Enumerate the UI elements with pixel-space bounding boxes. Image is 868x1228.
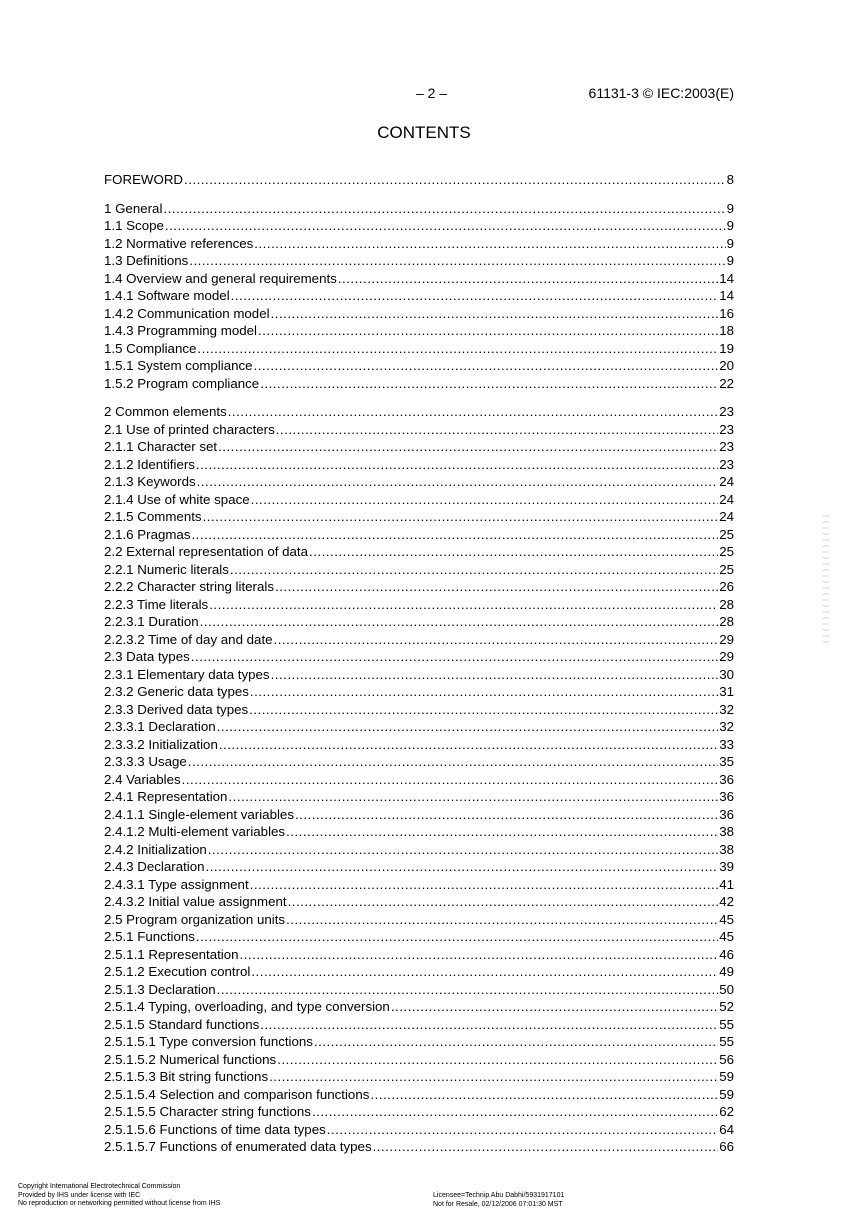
toc-entry-label: 2.4.1.2 Multi-element variables [104,824,286,839]
toc-entry[interactable] [104,340,734,358]
toc-entry[interactable] [104,753,734,771]
toc-entry[interactable] [104,1138,734,1156]
toc-entry[interactable] [104,438,734,456]
toc-entry-page: 28 [719,614,734,629]
toc-entry-label: 1.4 Overview and general requirements [104,270,337,286]
toc-entry-label: 1.1 Scope [104,218,164,233]
toc-leader-dots [260,375,718,393]
toc-entry-page: 9 [726,235,734,251]
toc-entry-label: 2.2.2 Character string literals [104,579,274,594]
toc-entry-label: 2.4.3 Declaration [104,859,205,874]
toc-entry-label: 1.5.1 System compliance [104,358,253,373]
toc-entry-page: 62 [719,1104,734,1119]
toc-entry[interactable] [104,456,734,474]
toc-leader-dots [197,340,718,358]
toc-entry-page: 29 [719,649,734,664]
toc-entry-page: 25 [719,544,734,559]
toc-entry-label: 2.5 Program organization units [104,911,286,927]
toc-entry[interactable] [104,235,734,253]
toc-entry-page: 42 [719,894,734,909]
toc-entry-label: 2.5.1.5.4 Selection and comparison functions [104,1086,370,1102]
toc-entry[interactable] [104,1121,734,1139]
toc-entry[interactable] [104,648,734,666]
toc-entry-label: 2.3.3 Derived data types [104,701,249,717]
toc-entry[interactable] [104,270,734,288]
toc-entry-label: 2.5.1.5.3 Bit string functions [104,1069,269,1084]
toc-entry-page: 31 [719,684,734,699]
toc-entry-label: 2.5.1.5.6 Functions of time data types [104,1121,326,1137]
toc-entry-label: 2.3.3.1 Declaration [104,719,216,734]
footer-line: Not for Resale, 02/12/2006 07:01:30 MST [433,1200,563,1208]
toc-entry-page: 66 [719,1139,734,1154]
toc-leader-dots [189,252,725,270]
toc-leader-dots [269,1068,718,1086]
toc-leader-dots [188,753,718,771]
toc-entry-page: 20 [719,358,734,373]
toc-entry-label: 1 General [104,200,163,216]
toc-entry-label: 2.2.3 Time literals [104,596,209,612]
toc-entry-label: 2.3.2 Generic data types [104,684,249,699]
toc-entry[interactable] [104,561,734,579]
toc-entry-page: 50 [719,981,734,997]
footer-line: Provided by IHS under license with IEC [18,1191,141,1199]
footer-line: No reproduction or networking permitted without license from IHS [18,1200,221,1208]
toc-leader-dots [191,648,718,666]
toc-leader-dots [314,1033,718,1051]
toc-entry-label: 2.1.3 Keywords [104,474,196,489]
toc-entry[interactable] [104,1051,734,1069]
toc-entry-page: 64 [719,1121,734,1137]
toc-entry-page: 46 [719,946,734,962]
toc-leader-dots [327,1121,718,1139]
toc-entry-label: 2.5.1.5.5 Character string functions [104,1104,311,1119]
table-of-contents [104,171,734,1156]
toc-leader-dots [163,200,725,218]
toc-entry-label: 2.4.3.2 Initial value assignment [104,894,287,909]
toc-entry[interactable] [104,322,734,340]
toc-entry-label: 2.5.1.1 Representation [104,946,239,962]
toc-entry[interactable] [104,403,734,421]
toc-entry[interactable] [104,736,734,754]
toc-entry-page: 59 [719,1086,734,1102]
toc-leader-dots [165,217,726,235]
toc-entry-label: 2.3.3.2 Initialization [104,736,218,752]
toc-entry-label: 1.4.3 Programming model [104,323,257,338]
toc-entry[interactable] [104,596,734,614]
toc-leader-dots [258,322,718,340]
toc-entry[interactable] [104,823,734,841]
toc-entry-page: 8 [726,172,734,187]
toc-leader-dots [274,631,719,649]
toc-entry[interactable] [104,701,734,719]
toc-entry-page: 19 [719,340,734,356]
toc-entry[interactable] [104,666,734,684]
toc-entry[interactable] [104,893,734,911]
toc-entry[interactable] [104,375,734,393]
toc-entry[interactable] [104,631,734,649]
toc-leader-dots [217,981,719,999]
toc-entry[interactable] [104,171,734,189]
toc-entry-label: 2.1.6 Pragmas [104,526,191,542]
toc-entry[interactable] [104,1086,734,1104]
toc-entry[interactable] [104,543,734,561]
toc-entry-page: 59 [719,1069,734,1084]
toc-leader-dots [219,736,718,754]
toc-entry-page: 18 [719,323,734,338]
toc-entry-label: 2.4.2 Initialization [104,841,207,857]
toc-entry-label: 2.2.1 Numeric literals [104,561,229,577]
toc-leader-dots [288,893,719,911]
toc-leader-dots [217,718,719,736]
toc-leader-dots [228,403,719,421]
toc-entry-page: 36 [719,771,734,787]
toc-entry-page: 29 [719,631,734,647]
toc-leader-dots [275,578,718,596]
toc-leader-dots [231,287,719,305]
toc-entry[interactable] [104,1033,734,1051]
toc-entry-label: 2.4 Variables [104,771,181,787]
toc-entry-label: 2.4.1.1 Single-element variables [104,806,294,822]
toc-entry[interactable] [104,252,734,270]
toc-entry[interactable] [104,1016,734,1034]
toc-entry[interactable] [104,613,734,631]
toc-leader-dots [391,998,718,1016]
toc-leader-dots [338,270,718,288]
toc-entry-page: 41 [719,876,734,892]
toc-entry[interactable] [104,946,734,964]
toc-leader-dots [286,823,718,841]
toc-leader-dots [209,596,718,614]
toc-entry[interactable] [104,876,734,894]
toc-leader-dots [277,1051,718,1069]
toc-entry-label: FOREWORD [104,172,184,187]
toc-entry-label: 2.5.1.5.7 Functions of enumerated data types [104,1139,372,1154]
page-title: CONTENTS [377,123,471,142]
toc-entry-page: 22 [719,375,734,391]
toc-entry-page: 45 [719,911,734,927]
toc-entry-label: 2 Common elements [104,404,227,419]
toc-entry-page: 33 [719,736,734,752]
toc-entry-page: 32 [719,719,734,734]
toc-entry[interactable] [104,526,734,544]
toc-entry[interactable] [104,1103,734,1121]
toc-entry-page: 49 [719,964,734,979]
toc-entry-page: 35 [719,754,734,769]
toc-entry-label: 2.5.1 Functions [104,929,195,944]
toc-entry[interactable] [104,981,734,999]
toc-entry[interactable] [104,788,734,806]
toc-leader-dots [373,1138,719,1156]
toc-entry-label: 1.3 Definitions [104,253,189,268]
toc-entry[interactable] [104,858,734,876]
toc-leader-dots [254,357,719,375]
toc-leader-dots [295,806,718,824]
toc-entry-label: 2.1.1 Character set [104,439,218,454]
toc-entry-label: 1.4.2 Communication model [104,305,270,321]
toc-leader-dots [240,946,719,964]
toc-entry-page: 16 [719,305,734,321]
toc-entry-label: 1.4.1 Software model [104,288,230,303]
toc-entry-page: 38 [719,824,734,839]
toc-leader-dots [191,526,718,544]
toc-entry-page: 24 [719,491,734,507]
toc-entry-label: 2.5.1.5 Standard functions [104,1016,260,1032]
toc-entry-label: 2.5.1.3 Declaration [104,981,216,997]
toc-leader-dots [218,438,718,456]
toc-entry-label: 2.4.3.1 Type assignment [104,876,249,892]
toc-leader-dots [370,1086,718,1104]
toc-leader-dots [208,841,718,859]
toc-leader-dots [184,171,726,189]
side-watermark [823,515,829,645]
toc-entry-page: 25 [719,561,734,577]
toc-leader-dots [260,1016,718,1034]
page-number: – 2 – [416,85,448,101]
toc-entry[interactable] [104,771,734,789]
toc-leader-dots [276,421,718,439]
footer-license [433,1192,564,1209]
toc-entry[interactable] [104,683,734,701]
toc-entry-page: 14 [719,288,734,303]
toc-entry[interactable] [104,806,734,824]
toc-entry-label: 1.5.2 Program compliance [104,375,260,391]
toc-entry-page: 23 [719,421,734,437]
standard-designation: 61131-3 © IEC:2003(E) [588,85,734,101]
toc-entry[interactable] [104,998,734,1016]
toc-entry-page: 55 [719,1034,734,1049]
toc-leader-dots [203,508,719,526]
footer-line: Licensee=Technip Abu Dabhi/5931917101 [433,1192,565,1199]
toc-entry-page: 55 [719,1016,734,1032]
toc-leader-dots [312,1103,718,1121]
toc-entry-page: 30 [719,666,734,682]
toc-entry-label: 2.3 Data types [104,649,190,664]
toc-entry[interactable] [104,963,734,981]
toc-entry-label: 1.2 Normative references [104,235,254,251]
toc-leader-dots [228,788,718,806]
toc-leader-dots [197,473,719,491]
toc-entry-page: 14 [719,270,734,286]
toc-entry-page: 28 [719,596,734,612]
toc-leader-dots [309,543,718,561]
toc-entry[interactable] [104,841,734,859]
toc-entry-label: 2.3.1 Elementary data types [104,666,270,682]
toc-entry-label: 2.2.3.1 Duration [104,614,199,629]
toc-entry-label: 2.5.1.4 Typing, overloading, and type conversion [104,999,390,1014]
toc-entry-label: 1.5 Compliance [104,340,197,356]
toc-entry-page: 36 [719,789,734,804]
toc-entry[interactable] [104,200,734,218]
toc-leader-dots [254,235,725,253]
toc-entry-page: 23 [719,404,734,419]
toc-entry[interactable] [104,928,734,946]
toc-entry-page: 52 [719,999,734,1014]
toc-entry-label: 2.1.2 Identifiers [104,456,195,472]
toc-leader-dots [250,683,718,701]
toc-entry-label: 2.5.1.2 Execution control [104,964,251,979]
toc-leader-dots [249,701,718,719]
toc-entry[interactable] [104,421,734,439]
toc-entry-page: 9 [726,200,734,216]
toc-leader-dots [250,876,719,894]
toc-leader-dots [286,911,718,929]
toc-entry[interactable] [104,1068,734,1086]
toc-entry-page: 38 [719,841,734,857]
toc-entry[interactable] [104,911,734,929]
toc-entry-label: 2.2 External representation of data [104,544,309,559]
toc-entry-page: 24 [719,509,734,524]
toc-leader-dots [271,666,719,684]
toc-leader-dots [206,858,719,876]
toc-entry-label: 2.1 Use of printed characters [104,421,275,437]
toc-entry-page: 26 [719,579,734,594]
toc-entry-label: 2.4.1 Representation [104,789,228,804]
toc-entry-page: 45 [719,929,734,944]
toc-leader-dots [251,963,718,981]
toc-entry[interactable] [104,473,734,491]
toc-entry-page: 24 [719,474,734,489]
toc-entry-page: 56 [719,1051,734,1067]
toc-entry-page: 36 [719,806,734,822]
toc-entry[interactable] [104,287,734,305]
toc-entry[interactable] [104,305,734,323]
toc-entry-page: 23 [719,456,734,472]
toc-entry-label: 2.1.4 Use of white space [104,491,250,507]
toc-entry[interactable] [104,718,734,736]
toc-leader-dots [230,561,718,579]
toc-entry-page: 39 [719,859,734,874]
toc-leader-dots [196,928,718,946]
toc-entry-label: 2.5.1.5.1 Type conversion functions [104,1034,313,1049]
toc-entry-page: 9 [726,218,734,233]
toc-entry-page: 25 [719,526,734,542]
toc-leader-dots [271,305,719,323]
toc-entry[interactable] [104,508,734,526]
toc-entry[interactable] [104,217,734,235]
toc-entry-page: 32 [719,701,734,717]
toc-leader-dots [251,491,719,509]
toc-entry-label: 2.1.5 Comments [104,509,202,524]
toc-leader-dots [196,456,718,474]
toc-leader-dots [182,771,719,789]
toc-entry[interactable] [104,357,734,375]
toc-leader-dots [200,613,719,631]
toc-entry-label: 2.2.3.2 Time of day and date [104,631,273,647]
toc-entry-label: 2.5.1.5.2 Numerical functions [104,1051,277,1067]
toc-entry-label: 2.3.3.3 Usage [104,754,187,769]
footer-line: Copyright International Electrotechnical Commission [18,1183,181,1190]
toc-entry[interactable] [104,491,734,509]
toc-entry[interactable] [104,578,734,596]
toc-entry-page: 9 [726,253,734,268]
toc-entry-page: 23 [719,439,734,454]
footer-copyright [18,1183,220,1209]
